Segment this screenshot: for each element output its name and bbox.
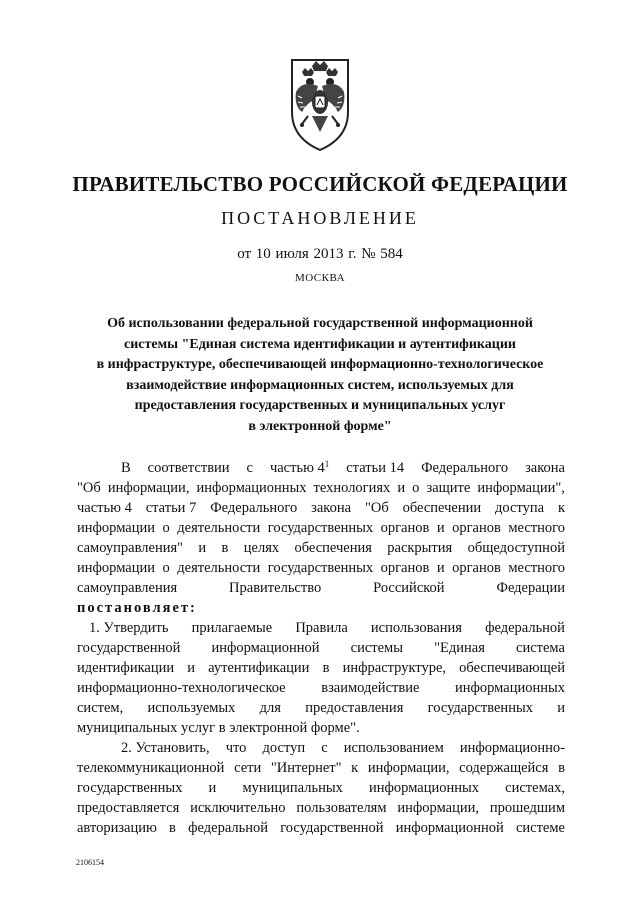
word: информационных xyxy=(454,680,565,696)
body-line xyxy=(77,538,565,558)
word: В xyxy=(121,460,131,476)
word-with-sup xyxy=(270,458,329,478)
word: "Об xyxy=(364,500,389,516)
word: и xyxy=(436,560,445,576)
word: обеспечении xyxy=(402,500,482,516)
body-line xyxy=(77,498,565,518)
word: органов xyxy=(380,520,430,536)
word: органов xyxy=(452,560,501,576)
word: в xyxy=(322,660,330,676)
word: муниципальных xyxy=(242,780,343,796)
subject-line: в инфраструктуре, обеспечивающей информационно-технологическое xyxy=(96,357,544,372)
word: и xyxy=(187,660,196,676)
word: доступа xyxy=(495,500,545,516)
word: к xyxy=(351,760,359,776)
word: о xyxy=(412,480,420,496)
word: закона xyxy=(311,500,352,516)
word: предоставляется xyxy=(77,800,180,816)
body-line xyxy=(77,518,565,538)
paragraph-1-lines xyxy=(77,478,565,598)
body-line xyxy=(77,778,565,798)
word: используемых xyxy=(147,700,236,716)
word: прошедшим xyxy=(489,800,565,816)
word: статьи 14 xyxy=(346,460,405,476)
word: технологиях xyxy=(313,480,391,496)
word: информационно- xyxy=(459,740,565,756)
word: органов xyxy=(452,520,501,536)
word: систем, xyxy=(77,700,124,716)
body-line xyxy=(77,558,565,578)
paragraph-2-lines xyxy=(77,618,565,718)
word: и xyxy=(436,520,445,536)
word: Правительство xyxy=(229,580,322,596)
document-subject xyxy=(70,314,570,437)
word: в xyxy=(558,760,565,776)
organization-title: ПРАВИТЕЛЬСТВО РОССИЙСКОЙ ФЕДЕРАЦИИ xyxy=(72,172,568,196)
word: с xyxy=(246,460,253,476)
word: прилагаемые xyxy=(191,620,273,636)
word: информации, xyxy=(107,480,190,496)
word: общедоступной xyxy=(467,540,565,556)
word: что xyxy=(225,740,247,756)
word: в xyxy=(169,820,176,836)
word: информации xyxy=(77,560,155,576)
word: 1. Утвердить xyxy=(89,620,169,636)
body-line xyxy=(77,578,565,598)
word: телекоммуникационной xyxy=(77,760,225,776)
word: Российской xyxy=(373,580,445,596)
word: информационной xyxy=(211,640,320,656)
word: информационно-технологическое xyxy=(77,680,286,696)
word: с xyxy=(321,740,328,756)
body-line xyxy=(77,738,565,758)
word: авторизацию xyxy=(77,820,157,836)
word: о xyxy=(162,560,170,576)
word: обеспечения xyxy=(294,540,372,556)
footer-code: 2106154 xyxy=(76,858,104,867)
document-city: МОСКВА xyxy=(294,272,346,284)
decree-word xyxy=(77,598,565,618)
coat-of-arms-icon xyxy=(272,50,368,154)
word: для xyxy=(259,700,281,716)
word: органов xyxy=(380,560,430,576)
subject-line: Об использовании федеральной государственной информационной xyxy=(107,316,533,331)
word: муниципальных услуг в электронной форме". xyxy=(77,720,360,736)
word: в xyxy=(221,540,229,556)
word: и xyxy=(208,780,217,796)
word: и xyxy=(397,480,406,496)
word: государственной xyxy=(77,640,181,656)
word: закона xyxy=(525,460,565,476)
word: информации, xyxy=(367,760,450,776)
decree-word-text: постановляет: xyxy=(77,600,197,616)
word: "Об xyxy=(77,480,101,496)
word: государственной xyxy=(280,820,384,836)
word: раскрытия xyxy=(387,540,453,556)
word: государственных xyxy=(267,520,374,536)
document-body xyxy=(77,458,565,838)
word: пользователям xyxy=(296,800,387,816)
word: частью 4 xyxy=(77,500,132,516)
body-line-last xyxy=(77,718,565,738)
word: о xyxy=(162,520,170,536)
word: и xyxy=(557,700,565,716)
word: Федерации xyxy=(496,580,565,596)
word: обеспечивающей xyxy=(459,660,565,676)
word: федеральной xyxy=(485,620,565,636)
word: частью 4 xyxy=(269,460,325,476)
word: аутентификации xyxy=(208,660,310,676)
body-line xyxy=(77,478,565,498)
word: информационной xyxy=(395,820,504,836)
body-line xyxy=(77,698,565,718)
word: идентификации xyxy=(77,660,175,676)
word: предоставления xyxy=(305,700,404,716)
word: и xyxy=(198,540,207,556)
word: система xyxy=(516,640,565,656)
word: местного xyxy=(508,520,565,536)
word: информации", xyxy=(477,480,565,496)
word: системах, xyxy=(505,780,565,796)
word: соответствии xyxy=(147,460,230,476)
body-line xyxy=(77,818,565,838)
word: государственных xyxy=(427,700,533,716)
word: Федерального xyxy=(210,500,298,516)
body-line xyxy=(77,798,565,818)
word: государственных xyxy=(267,560,374,576)
word: информации, xyxy=(397,800,479,816)
document-date-number: от 10 июля 2013 г. № 584 xyxy=(237,246,403,262)
word: защите xyxy=(426,480,471,496)
word: использования xyxy=(370,620,462,636)
subject-line: в электронной форме" xyxy=(248,418,392,434)
word: информации xyxy=(77,520,155,536)
body-line xyxy=(77,658,565,678)
word: самоуправления" xyxy=(77,540,184,556)
word: местного xyxy=(508,560,565,576)
word: взаимодействие xyxy=(321,680,420,696)
word: федеральной xyxy=(188,820,268,836)
paragraph-3-lines xyxy=(77,738,565,838)
subject-line: взаимодействие информационных систем, используемых для xyxy=(126,377,514,393)
word: Правила xyxy=(295,620,348,636)
body-line xyxy=(77,638,565,658)
word: "Интернет" xyxy=(270,760,342,776)
word: системе xyxy=(515,820,565,836)
word: инфраструктуре, xyxy=(342,660,447,676)
word: использованием xyxy=(343,740,444,756)
subject-line: системы "Единая система идентификации и аутентификации xyxy=(124,336,516,352)
word: доступ xyxy=(262,740,306,756)
superscript: 1 xyxy=(324,459,330,469)
document-type: ПОСТАНОВЛЕНИЕ xyxy=(221,208,419,228)
subject-line: предоставления государственных и муниципальных услуг xyxy=(134,398,506,413)
word: сети xyxy=(234,760,262,776)
word: Федерального xyxy=(421,460,509,476)
word: деятельности xyxy=(177,520,261,536)
word: 2. Установить, xyxy=(121,740,210,756)
word: самоуправления xyxy=(77,580,178,596)
body-line xyxy=(77,618,565,638)
word: системы xyxy=(350,640,403,656)
body-line-first xyxy=(77,458,565,478)
word: информационных xyxy=(196,480,307,496)
word: статьи 7 xyxy=(145,500,197,516)
word: деятельности xyxy=(177,560,261,576)
word: исключительно xyxy=(190,800,286,816)
word: "Единая xyxy=(434,640,485,656)
word: к xyxy=(557,500,565,516)
word: содержащейся xyxy=(459,760,549,776)
body-line xyxy=(77,758,565,778)
word: целях xyxy=(243,540,280,556)
word: информационных xyxy=(369,780,479,796)
body-line xyxy=(77,678,565,698)
word: государственных xyxy=(77,780,183,796)
